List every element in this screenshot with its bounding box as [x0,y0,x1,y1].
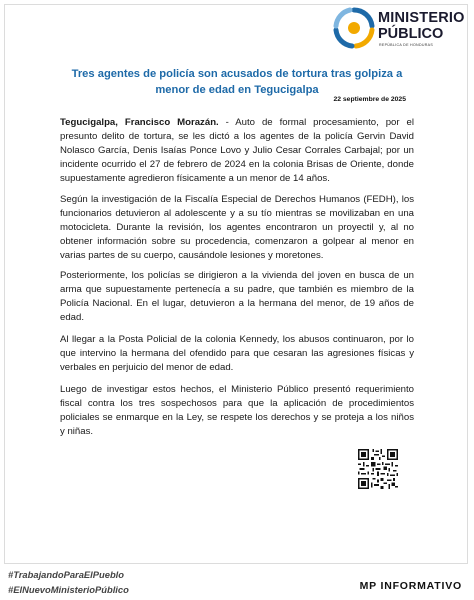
logo-emblem-icon [332,6,376,50]
logo-line-republica: REPÚBLICA DE HONDURAS [379,43,434,47]
ministerio-publico-logo [332,6,465,50]
article-date: 22 septiembre de 2025 [333,96,406,103]
logo-line-publico: PÚBLICO [378,26,444,42]
article-dateline: Tegucigalpa, Francisco Morazán. [60,117,219,128]
article-paragraph-5: Luego de investigar estos hechos, el Ministerio Público presentó requerimiento fiscal contra los tres sospechosos para que la aplicación de procedimientos policiales se enmarque en la Ley, se respete los derechos y se proteja a los niños y niñas. [60,384,414,437]
qr-code-icon [358,449,398,489]
hashtag-nuevo-ministerio[interactable]: #ElNuevoMinisterioPúblico [8,584,129,595]
article-paragraph-2: Según la investigación de la Fiscalía Especial de Derechos Humanos (FEDH), los funcionarios detuvieron al adolescente y a su tío mientras se movilizaban en una motocicleta. Durante la revisión, los agentes encontraron un proyectil y, al no obtener información sobre su procedencia, comenzaron a golpear al menor en varias partes de su cuerpo, causándole lesiones y moretones. [60,194,414,261]
mp-informativo-label: MP INFORMATIVO [359,580,462,592]
hashtag-trabajando[interactable]: #TrabajandoParaElPueblo [8,569,125,580]
article-paragraph-4: Al llegar a la Posta Policial de la colonia Kennedy, los abusos continuaron, por lo que intervino la hermana del ofendido para que cesaran las agresiones físicas y verbales en perjuicio del menor de edad. [60,334,414,373]
article-paragraph-1 [60,116,414,186]
article-paragraph-3: Posteriormente, los policías se dirigieron a la vivienda del joven en busca de un arma que supuestamente pertenecía a su padre, que también es miembro de la Policía Nacional. En el lugar, detuvieron a la hermana del menor, de 19 años de edad. [60,270,414,323]
article-title: Tres agentes de policía son acusados de tortura tras golpiza a menor de edad en Tegucigalpa [71,68,403,96]
article-paragraph-1-text: - Auto de formal procesamiento, por el presunto delito de tortura, se les dictó a los agentes de la policía Gervin David Nolasco García, Denis Isaías Ponce Lovo y Julio Cesar Corrales Carbajal; por un incidente ocurrido el 27 de febrero de 2024 en la colonia Brisas de Oriente, donde supuestamente agredieron físicamente a un menor de 14 años. [60,117,414,184]
logo-line-ministerio: MINISTERIO [378,10,465,26]
footer-hashtags [8,567,129,597]
